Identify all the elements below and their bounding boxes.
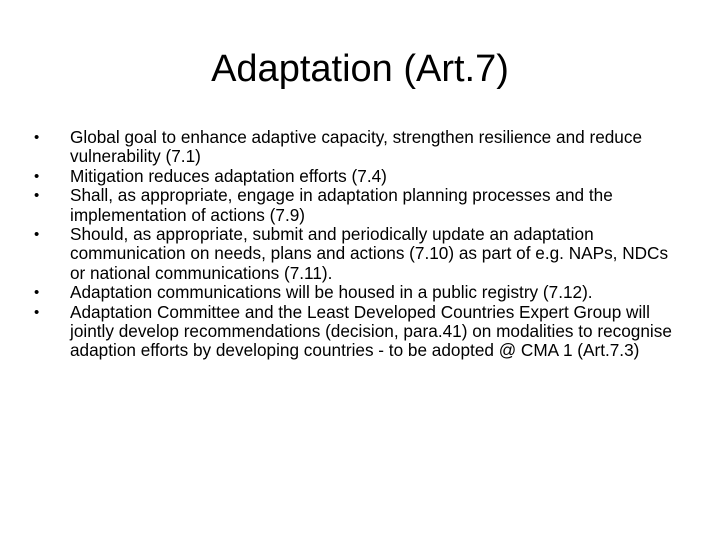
bullet-icon: • bbox=[34, 284, 40, 302]
bullet-item bbox=[34, 167, 684, 186]
bullet-icon: • bbox=[34, 187, 40, 205]
bullet-item bbox=[34, 303, 684, 361]
bullet-item bbox=[34, 128, 684, 167]
bullet-text: Mitigation reduces adaptation efforts (7.4) bbox=[70, 165, 387, 186]
slide-title: Adaptation (Art.7) bbox=[211, 48, 509, 90]
bullet-list bbox=[34, 128, 684, 361]
bullet-text: Global goal to enhance adaptive capacity, strengthen resilience and reduce vulnerability (7.1) bbox=[70, 127, 643, 167]
bullet-icon: • bbox=[34, 226, 40, 244]
bullet-text: Adaptation communications will be housed in a public registry (7.12). bbox=[70, 282, 593, 303]
bullet-icon: • bbox=[34, 303, 40, 321]
bullet-item bbox=[34, 283, 684, 302]
bullet-icon: • bbox=[34, 129, 40, 146]
bullet-item bbox=[34, 186, 684, 225]
bullet-text: Adaptation Committee and the Least Developed Countries Expert Group will jointly develop recommendations (decision, para.41) on modalities to recognise adaption efforts by developing countries - to be adopted @ CMA 1 (Art.7.3) bbox=[70, 301, 672, 361]
bullet-text: Shall, as appropriate, engage in adaptation planning processes and the implementation of actions (7.9) bbox=[70, 185, 613, 225]
bullet-text: Should, as appropriate, submit and periodically update an adaptation communication on needs, plans and actions (7.10) as part of e.g. NAPs, NDCs or national communications (7.11). bbox=[70, 224, 669, 283]
bullet-icon: • bbox=[34, 167, 40, 185]
bullet-item bbox=[34, 225, 684, 283]
